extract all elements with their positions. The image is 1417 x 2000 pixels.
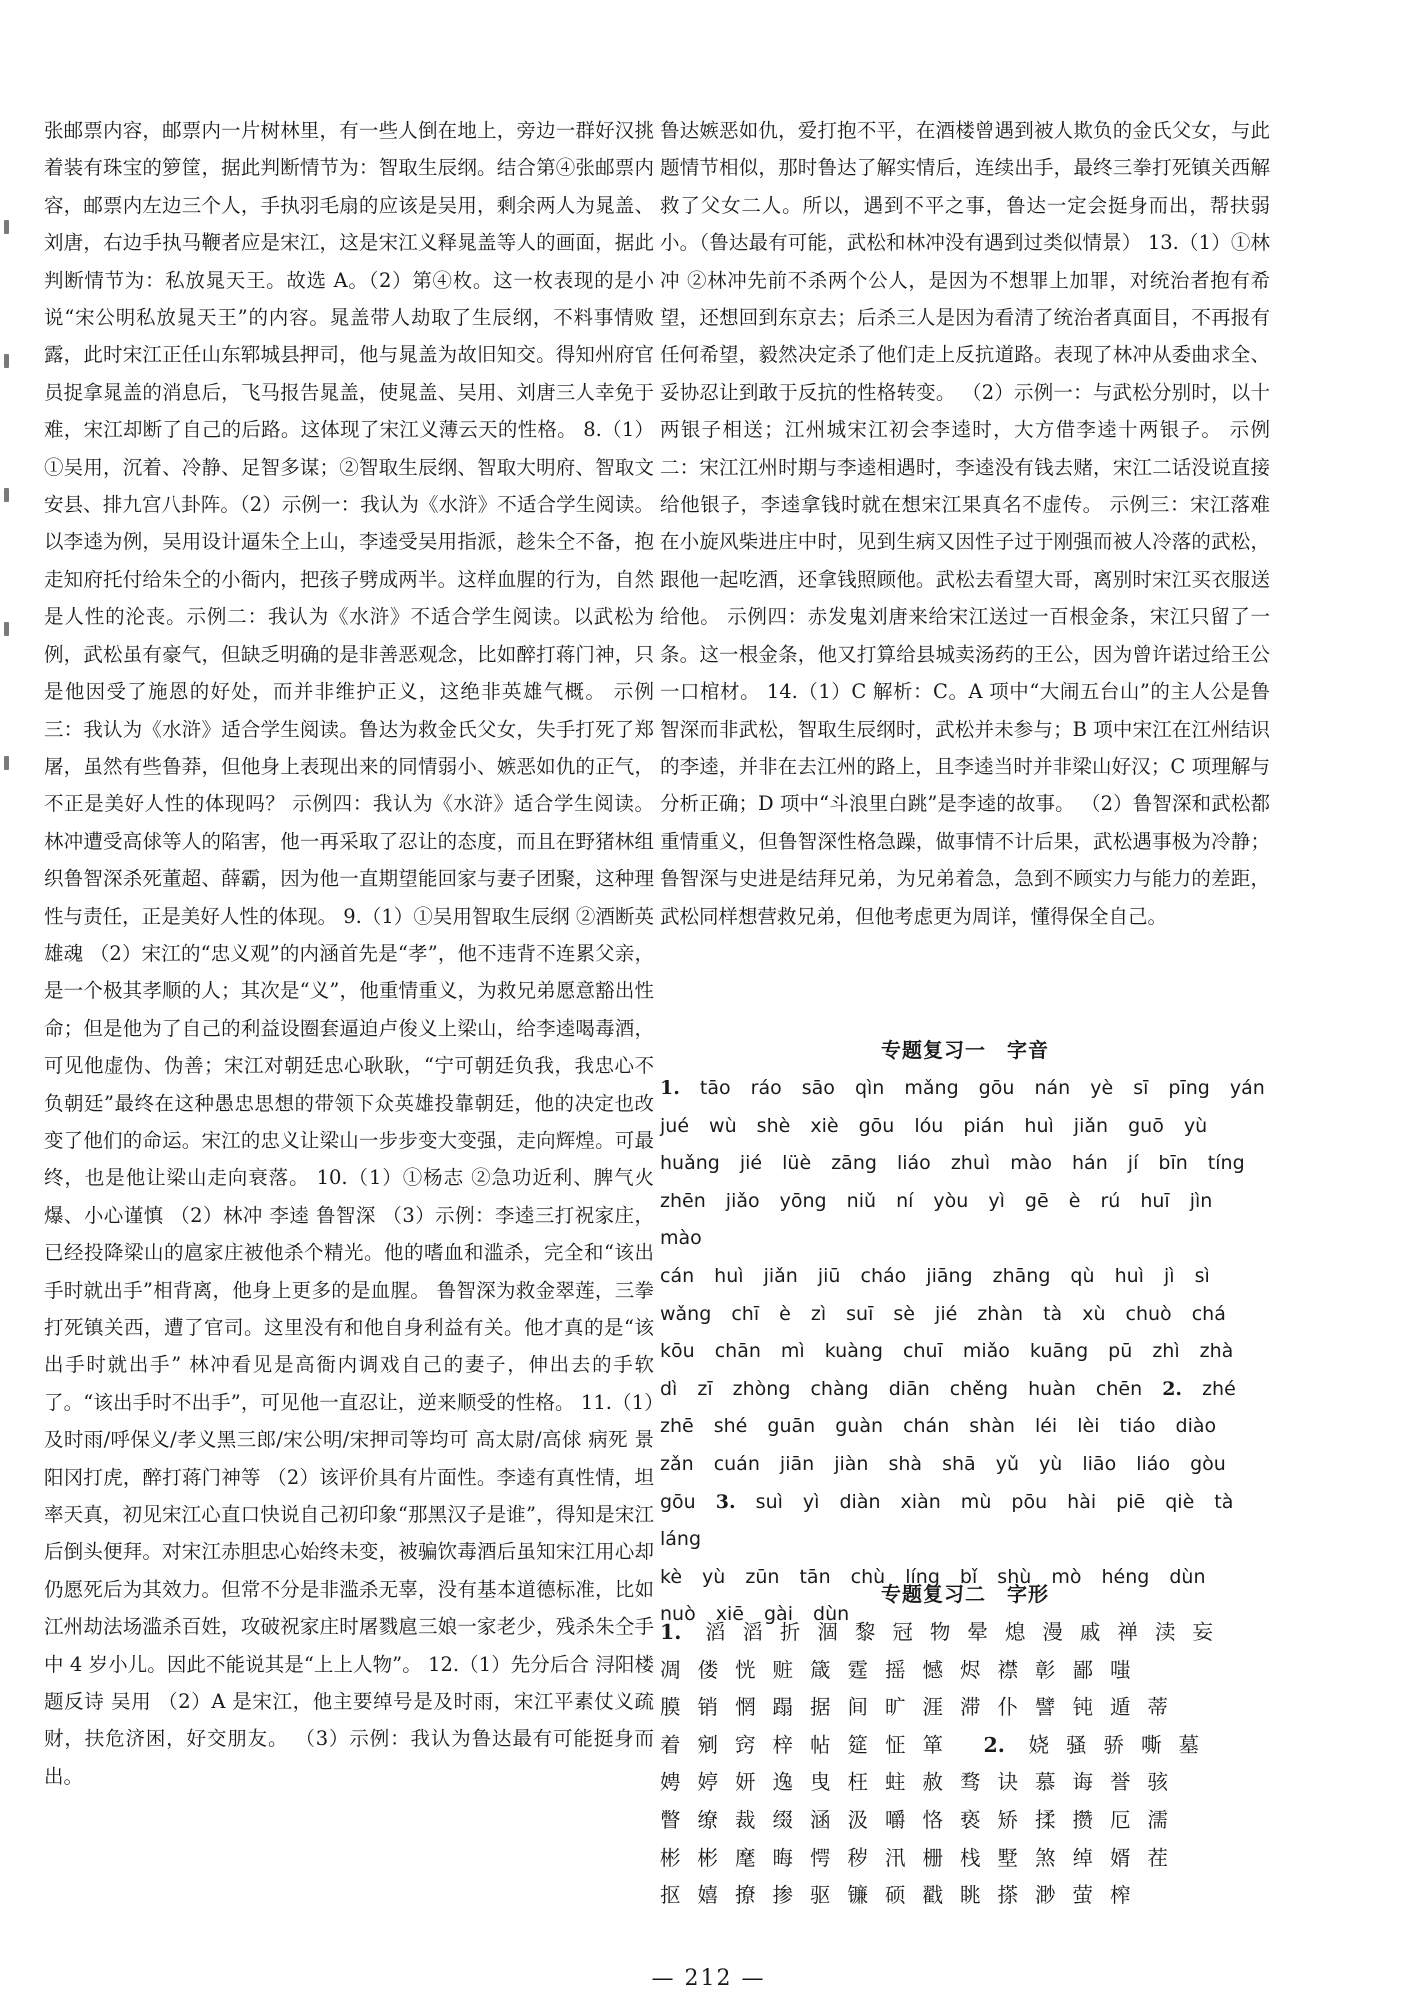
answer-text: cán huì jiǎn jiū cháo jiāng zhāng qù huì jì sì: [660, 1264, 1210, 1287]
answer-text: tāo ráo sāo qìn mǎng gōu nán yè sī pīng yán: [699, 1077, 1265, 1099]
answer-text: 娆骚骄嘶墓: [1028, 1732, 1216, 1757]
answer-line: [660, 1371, 1270, 1409]
answer-text: wǎng chī è zì suī sè jié zhàn tà xù chuò chá: [660, 1302, 1226, 1325]
binding-mark: [4, 488, 9, 502]
answer-text: kè yù zūn tān chù líng bǐ shù mò héng dùn: [660, 1565, 1206, 1588]
answer-line: [660, 1183, 1270, 1258]
binding-mark: [4, 220, 9, 234]
answer-column-right: [660, 112, 1270, 1012]
binding-edge-marks: [0, 100, 16, 1920]
answer-line: [660, 1689, 1270, 1727]
binding-mark: [4, 756, 9, 770]
character-list: [660, 1614, 1270, 1915]
section-title-character-form: 专题复习二 字形: [881, 1582, 1049, 1606]
binding-mark: [4, 622, 9, 636]
answer-text: 凋偻恍赃箴霆摇憾烬襟彰鄙嗤: [660, 1657, 1148, 1682]
answer-text: zhē shé guān guàn chán shàn léi lèi tiáo diào: [660, 1415, 1217, 1438]
answer-line: [660, 1484, 1270, 1559]
question-number: 2.: [1162, 1377, 1183, 1400]
answer-line: [660, 1802, 1270, 1840]
answer-text: 着剜窍梓帖筵怔箪: [660, 1732, 960, 1757]
answer-text: nuò xiē gài dùn: [660, 1603, 850, 1626]
binding-mark: [4, 354, 9, 368]
answer-line: [660, 1840, 1270, 1878]
question-number: 3.: [715, 1490, 736, 1513]
answer-text: 膜销惘蹋据间旷涯滞仆譬钝遁蒂: [660, 1695, 1185, 1720]
answer-text: 瞥缭裁缀涵汲嚼恪亵矫揉攒厄濡: [660, 1807, 1185, 1832]
answer-line: [660, 1070, 1270, 1108]
answer-line: [660, 1446, 1270, 1484]
answer-line: [660, 1108, 1270, 1146]
answer-text: zǎn cuán jiān jiàn shà shā yǔ yù liāo liáo gòu: [660, 1452, 1226, 1475]
answer-column-left: [44, 112, 654, 1912]
section-character-form: [660, 1574, 1270, 1915]
answer-text-right: 鲁达嫉恶如仇，爱打抱不平，在酒楼曾遇到被人欺负的金氏父女，与此题情节相似，那时鲁达了解实情后，连续出手，最终三拳打死镇关西解救了父女二人。所以，遇到不平之事，鲁达一定会挺身而出，帮扶弱小。（鲁达最有可能，武松和林冲没有遇到过类似情景） 13.（1）①林冲 ②林冲先前不杀两个公人，是因为不想罪上加罪，对统治者抱有希望，还想回到东京去；后杀三人是因为看清了统治者真面目，不再报有任何希望，毅然决定杀了他们走上反抗道路。表现了林冲从委曲求全、妥协忍让到敢于反抗的性格转变。 （2）示例一：与武松分别时，以十两银子相送；江州城宋江初会李逵时，大方借李逵十两银子。 示例二：宋江江州时期与李逵相遇时，李逵没有钱去赌，宋江二话没说直接给他银子，李逵拿钱时就在想宋江果真名不虚传。 示例三：宋江落难在小旋风柴进庄中时，见到生病又因性子过于刚强而被人冷落的武松，跟他一起吃酒，还拿钱照顾他。武松去看望大哥，离别时宋江买衣服送给他。 示例四：赤发鬼刘唐来给宋江送过一百根金条，宋江只留了一条。这一根金条，他又打算给县城卖汤药的王公，因为曾许诺过给王公一口棺材。 14.（1）C 解析：C。A 项中“大闹五台山”的主人公是鲁智深而非武松，智取生辰纲时，武松并未参与；B 项中宋江在江州结识的李逵，并非在去江州的路上，且李逵当时并非梁山好汉；C 项理解与分析正确；D 项中“斗浪里白跳”是李逵的故事。 （2）鲁智深和武松都重情重义，但鲁智深性格急躁，做事情不计后果，武松遇事极为冷静；鲁智深与史进是结拜兄弟，为兄弟着急，急到不顾实力与能力的差距，武松同样想营救兄弟，但他考虑更为周详，懂得保全自己。: [660, 119, 1270, 928]
answer-line: [660, 1877, 1270, 1915]
answer-text: 滔滔折涸黎冠物晕熄漫戚禅渎妄: [704, 1620, 1230, 1644]
answer-line: [660, 1333, 1270, 1371]
answer-text: kōu chān mì kuàng chuī miǎo kuāng pū zhì zhà: [660, 1340, 1234, 1363]
answer-text: jué wù shè xiè gōu lóu pián huì jiǎn guō yù: [660, 1114, 1208, 1137]
answer-text: suì yì diàn xiàn mù pōu hài piē qiè tà láng: [660, 1490, 1234, 1551]
answer-line: [660, 1145, 1270, 1183]
section-pronunciation: [660, 1030, 1270, 1634]
answer-line: [660, 1652, 1270, 1690]
question-number: 1.: [660, 1077, 680, 1099]
question-number: 1.: [660, 1620, 682, 1644]
answer-line: [660, 1727, 1270, 1765]
answer-line: [660, 1764, 1270, 1802]
section-title-pronunciation: 专题复习一 字音: [881, 1038, 1049, 1062]
answer-text: huǎng jié lüè zāng liáo zhuì mào hán jí bīn tíng: [660, 1152, 1245, 1175]
answer-text: dì zī zhòng chàng diān chěng huàn chēn: [660, 1377, 1143, 1400]
answer-line: [660, 1296, 1270, 1334]
answer-text: 娉婷妍逸曳枉蛀赦骛诀慕诲誉骇: [660, 1770, 1185, 1795]
question-number: 2.: [983, 1732, 1005, 1757]
answer-line: [660, 1614, 1270, 1652]
pinyin-list: [660, 1070, 1270, 1634]
answer-text: 彬彬麾晦愕秽汛栅栈墅煞绰婿茬: [660, 1845, 1185, 1870]
answer-line: [660, 1408, 1270, 1446]
answer-text: zhēn jiǎo yōng niǔ ní yòu yì gē è rú huī jìn mào: [660, 1189, 1213, 1250]
answer-text: zhé: [1202, 1377, 1236, 1400]
answer-text: gōu: [660, 1490, 696, 1513]
answer-text-left: 张邮票内容，邮票内一片树林里，有一些人倒在地上，旁边一群好汉挑着装有珠宝的箩筐，据此判断情节为：智取生辰纲。结合第④张邮票内容，邮票内左边三个人，手执羽毛扇的应该是吴用，剩余两人为晁盖、刘唐，右边手执马鞭者应是宋江，这是宋江义释晁盖等人的画面，据此判断情节为：私放晁天王。故选 A。（2）第④枚。这一枚表现的是小说“宋公明私放晁天王”的内容。晁盖带人劫取了生辰纲，不料事情败露，此时宋江正任山东郓城县押司，他与晁盖为故旧知交。得知州府官员捉拿晁盖的消息后，飞马报告晁盖，使晁盖、吴用、刘唐三人幸免于难，宋江却断了自己的后路。这体现了宋江义薄云天的性格。 8.（1）①吴用，沉着、冷静、足智多谋；②智取生辰纲、智取大明府、智取文安县、排九宫八卦阵。（2）示例一：我认为《水浒》不适合学生阅读。以李逵为例，吴用设计逼朱仝上山，李逵受吴用指派，趁朱仝不备，抱走知府托付给朱仝的小衙内，把孩子劈成两半。这样血腥的行为，自然是人性的沦丧。示例二：我认为《水浒》不适合学生阅读。以武松为例，武松虽有豪气，但缺乏明确的是非善恶观念，比如醉打蒋门神，只是他因受了施恩的好处，而并非维护正义，这绝非英雄气概。 示例三：我认为《水浒》适合学生阅读。鲁达为救金氏父女，失手打死了郑屠，虽然有些鲁莽，但他身上表现出来的同情弱小、嫉恶如仇的正气，不正是美好人性的体现吗？ 示例四：我认为《水浒》适合学生阅读。林冲遭受高俅等人的陷害，他一再采取了忍让的态度，而且在野猪林组织鲁智深杀死董超、薛霸，因为他一直期望能回家与妻子团聚，这种理性与责任，正是美好人性的体现。 9.（1）①吴用智取生辰纲 ②酒断英雄魂 （2）宋江的“忠义观”的内涵首先是“孝”，他不违背不连累父亲，是一个极其孝顺的人；其次是“义”，他重情重义，为救兄弟愿意豁出性命；但是他为了自己的利益设圈套逼迫卢俊义上梁山，给李逵喝毒酒，可见他虚伪、伪善；宋江对朝廷忠心耿耿，“宁可朝廷负我，我忠心不负朝廷”最终在这种愚忠思想的带领下众英雄投靠朝廷，他的决定也改变了他们的命运。宋江的忠义让梁山一步步变大变强，走向辉煌。可最终，也是他让梁山走向衰落。 10.（1）①杨志 ②急功近利、脾气火爆、小心谨慎 （2）林冲 李逵 鲁智深 （3）示例：李逵三打祝家庄，已经投降梁山的扈家庄被他杀个精光。他的嗜血和滥杀，完全和“该出手时就出手”相背离，他身上更多的是血腥。 鲁智深为救金翠莲，三拳打死镇关西，遭了官司。这里没有和他自身利益有关。他才真的是“该出手时就出手” 林冲看见是高衙内调戏自己的妻子，伸出去的手软了。“该出手时不出手”，可见他一直忍让，逆来顺受的性格。 11.（1）及时雨/呼保义/孝义黑三郎/宋公明/宋押司等均可 高太尉/高俅 病死 景阳冈打虎，醉打蒋门神等 （2）该评价具有片面性。李逵有真性情，坦率天真，初见宋江心直口快说自己初印象“那黑汉子是谁”，得知是宋江后倒头便拜。对宋江赤胆忠心始终未变，被骗饮毒酒后虽知宋江用心却仍愿死后为其效力。但常不分是非滥杀无辜，没有基本道德标准，比如江州劫法场滥杀百姓，攻破祝家庄时屠戮扈三娘一家老少，残杀朱仝手中 4 岁小儿。因此不能说其是“上上人物”。 12.（1）先分后合 浔阳楼题反诗 吴用 （2）A 是宋江，他主要绰号是及时雨，宋江平素仗义疏财，扶危济困，好交朋友。 （3）示例：我认为鲁达最有可能挺身而出。: [44, 119, 654, 1788]
answer-text: 抠嬉撩掺驱镰硕戳眺搽渺萤榨: [660, 1883, 1148, 1908]
page-number: — 212 —: [651, 1966, 766, 1991]
answer-line: [660, 1258, 1270, 1296]
